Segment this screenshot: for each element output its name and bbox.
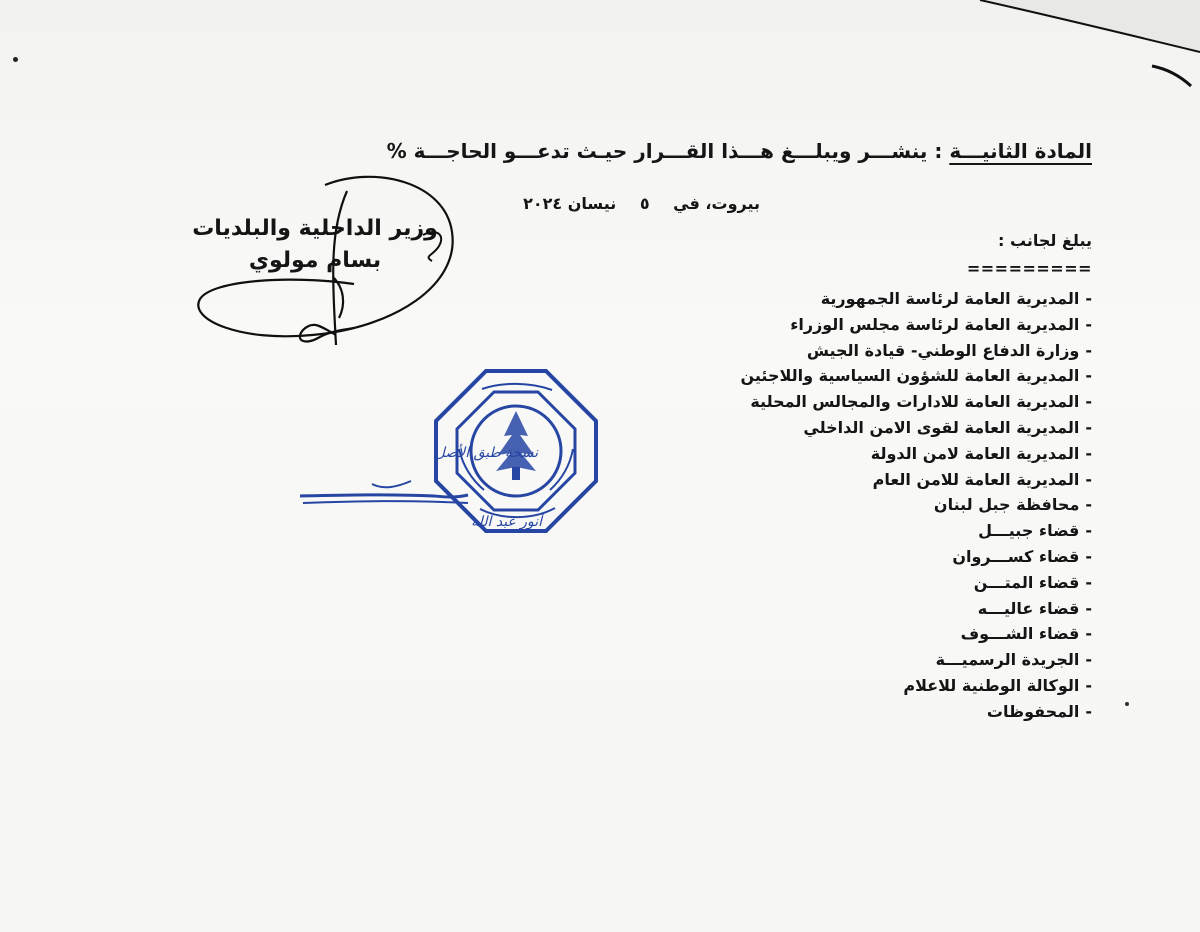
recipient-bullet: - bbox=[1085, 624, 1092, 644]
recipient-text: الجريدة الرسميـــة bbox=[935, 650, 1080, 670]
recipient-bullet: - bbox=[1085, 314, 1092, 334]
recipient-bullet: - bbox=[1085, 546, 1092, 566]
copy-note-name: أنور عبد الله bbox=[471, 514, 542, 530]
recipient-text: المديرية العامة للادارات والمجالس المحلية bbox=[750, 392, 1080, 412]
recipient-item bbox=[532, 467, 1092, 493]
recipient-bullet: - bbox=[1085, 495, 1092, 515]
copy-certification-note: نسخة طبق الأصل bbox=[434, 445, 538, 461]
recipient-bullet: - bbox=[1085, 366, 1092, 386]
recipient-item bbox=[532, 312, 1092, 338]
article-text: ينشـــر ويبلـــغ هـــذا القـــرار حيـث تدعـــو الحاجـــة % bbox=[386, 139, 928, 163]
recipient-item bbox=[532, 415, 1092, 441]
recipient-text: الوكالة الوطنية للاعلام bbox=[903, 675, 1080, 695]
recipient-text: المديرية العامة للشؤون السياسية واللاجئين bbox=[740, 366, 1080, 386]
recipient-text: المديرية العامة لرئاسة الجمهورية bbox=[820, 289, 1080, 308]
minister-signature-block bbox=[190, 213, 440, 277]
date-line bbox=[480, 194, 760, 213]
minister-title: وزير الداخلية والبلديات bbox=[192, 216, 438, 241]
recipient-text: المديرية العامة لقوى الامن الداخلي bbox=[803, 417, 1080, 437]
recipient-bullet: - bbox=[1085, 392, 1092, 412]
recipient-bullet: - bbox=[1085, 289, 1092, 308]
recipient-bullet: - bbox=[1085, 521, 1092, 541]
recipient-item bbox=[532, 544, 1092, 570]
recipient-text: قضاء الشـــوف bbox=[960, 624, 1080, 644]
recipient-text: قضاء كســـروان bbox=[952, 546, 1080, 566]
recipient-bullet: - bbox=[1085, 675, 1092, 695]
recipient-text: محافظة جبل لبنان bbox=[933, 495, 1080, 515]
recipient-item bbox=[532, 286, 1092, 312]
date-place: بيروت، في bbox=[673, 194, 760, 213]
recipient-item bbox=[532, 647, 1092, 673]
recipient-list bbox=[532, 286, 1092, 725]
recipient-text: وزارة الدفاع الوطني- قيادة الجيش bbox=[806, 340, 1080, 360]
recipient-item bbox=[532, 441, 1092, 467]
recipient-bullet: - bbox=[1085, 701, 1092, 721]
article-two-line bbox=[332, 136, 1092, 166]
recipient-bullet: - bbox=[1085, 443, 1092, 463]
margin-dot bbox=[13, 57, 18, 62]
recipient-text: قضاء جبيـــل bbox=[978, 521, 1080, 541]
date-month-year: نيسان ٢٠٢٤ bbox=[523, 194, 617, 213]
inform-label: يبلغ لجانب : bbox=[997, 231, 1092, 250]
recipient-item bbox=[532, 673, 1092, 699]
recipient-item bbox=[532, 338, 1092, 364]
article-colon: : bbox=[934, 139, 943, 163]
recipient-item bbox=[532, 492, 1092, 518]
recipient-bullet: - bbox=[1085, 469, 1092, 489]
minister-name: بسام مولوي bbox=[248, 248, 382, 273]
recipient-bullet: - bbox=[1085, 340, 1092, 360]
paper-corner-fold bbox=[0, 0, 1200, 100]
recipient-bullet: - bbox=[1085, 417, 1092, 437]
final-bullet-mark bbox=[1125, 702, 1129, 706]
recipient-item bbox=[532, 699, 1092, 725]
recipient-item bbox=[532, 596, 1092, 622]
recipient-item bbox=[532, 389, 1092, 415]
recipient-text: المديرية العامة للامن العام bbox=[872, 469, 1080, 489]
recipient-text: المديرية العامة لرئاسة مجلس الوزراء bbox=[790, 314, 1080, 334]
recipient-item bbox=[532, 570, 1092, 596]
recipient-bullet: - bbox=[1085, 572, 1092, 592]
recipient-bullet: - bbox=[1085, 598, 1092, 618]
article-label: المادة الثانيـــة bbox=[949, 139, 1092, 163]
recipient-text: قضاء عاليـــه bbox=[977, 598, 1080, 618]
recipient-text: قضاء المتـــن bbox=[973, 572, 1080, 592]
recipient-text: المديرية العامة لامن الدولة bbox=[870, 443, 1080, 463]
recipient-text: المحفوظات bbox=[986, 701, 1080, 721]
copy-signature-line bbox=[300, 478, 470, 510]
recipient-item bbox=[532, 621, 1092, 647]
date-day: ٥ bbox=[639, 194, 650, 213]
recipient-item bbox=[532, 518, 1092, 544]
recipient-item bbox=[532, 363, 1092, 389]
recipient-bullet: - bbox=[1085, 650, 1092, 670]
separator-line: ========= bbox=[966, 259, 1092, 278]
